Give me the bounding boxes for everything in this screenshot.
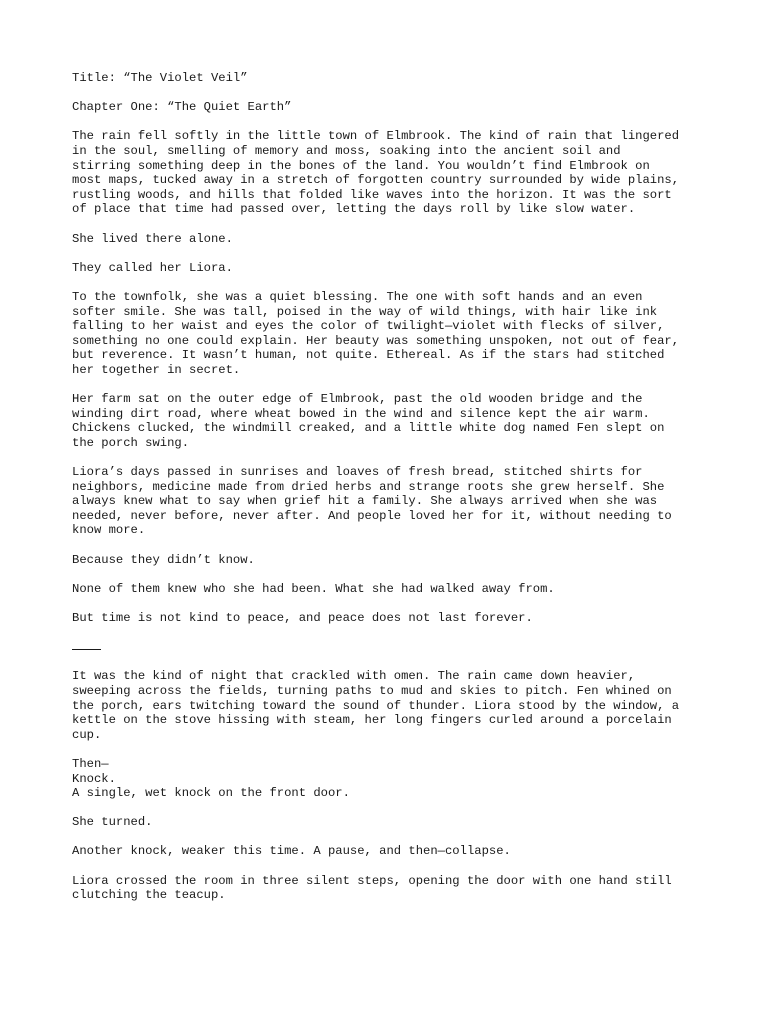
document-title: Title: “The Violet Veil” xyxy=(72,71,248,85)
paragraph: She lived there alone. xyxy=(72,231,233,246)
paragraph: Liora crossed the room in three silent steps, opening the door with one hand still clutching the teacup. xyxy=(72,873,672,903)
paragraph: But time is not kind to peace, and peace does not last forever. xyxy=(72,610,533,625)
paragraph: Another knock, weaker this time. A pause, and then—collapse. xyxy=(72,844,511,859)
paragraph: It was the kind of night that crackled with omen. The rain came down heavier, sweeping across the fields, turning paths to mud and skies to pitch. Fen whined on the porch, ears twitching toward the sound of thunder. Liora stood by the window, a kettle on the stove hissing with steam, her long fingers curled around a porcelain cup. xyxy=(72,669,680,742)
document-page xyxy=(72,71,708,917)
paragraph: Liora’s days passed in sunrises and loaves of fresh bread, stitched shirts for neighbors, medicine made from dried herbs and strange roots she grew herself. She always knew what to say when grief hit a family. She always arrived when she was needed, never before, never after. And people loved her for it, without needing to know more. xyxy=(72,465,672,538)
paragraph: None of them knew who she had been. What she had walked away from. xyxy=(72,581,555,596)
section-break-rule xyxy=(72,640,708,655)
paragraph: She turned. xyxy=(72,815,153,830)
paragraph: Her farm sat on the outer edge of Elmbrook, past the old wooden bridge and the winding dirt road, where wheat bowed in the wind and silence kept the air warm. Chickens clucked, the windmill creaked, and a little white dog named Fen slept on the porch swing. xyxy=(72,392,665,450)
paragraph: They called her Liora. xyxy=(72,260,233,275)
paragraph: To the townfolk, she was a quiet blessing. The one with soft hands and an even softer smile. She was tall, poised in the way of wild things, with hair like ink falling to her waist and eyes the color of twilight—violet with flecks of silver, something no one could explain. Her beauty was something unspoken, not out of fear, but reverence. It wasn’t human, not quite. Ethereal. As if the stars had stitched her together in secret. xyxy=(72,289,680,377)
paragraph: The rain fell softly in the little town of Elmbrook. The kind of rain that lingered in the soul, smelling of memory and moss, soaking into the ancient soil and stirring something deep in the bones of the land. You wouldn’t find Elmbrook on most maps, tucked away in a stretch of forgotten country surrounded by wide plains, rustling woods, and hills that folded like waves into the horizon. It was the sort of place that time had passed over, letting the days roll by like slow water. xyxy=(72,129,680,217)
paragraph: Then— Knock. A single, wet knock on the front door. xyxy=(72,756,350,801)
paragraph: Because they didn’t know. xyxy=(72,552,255,567)
chapter-heading: Chapter One: “The Quiet Earth” xyxy=(72,100,292,115)
